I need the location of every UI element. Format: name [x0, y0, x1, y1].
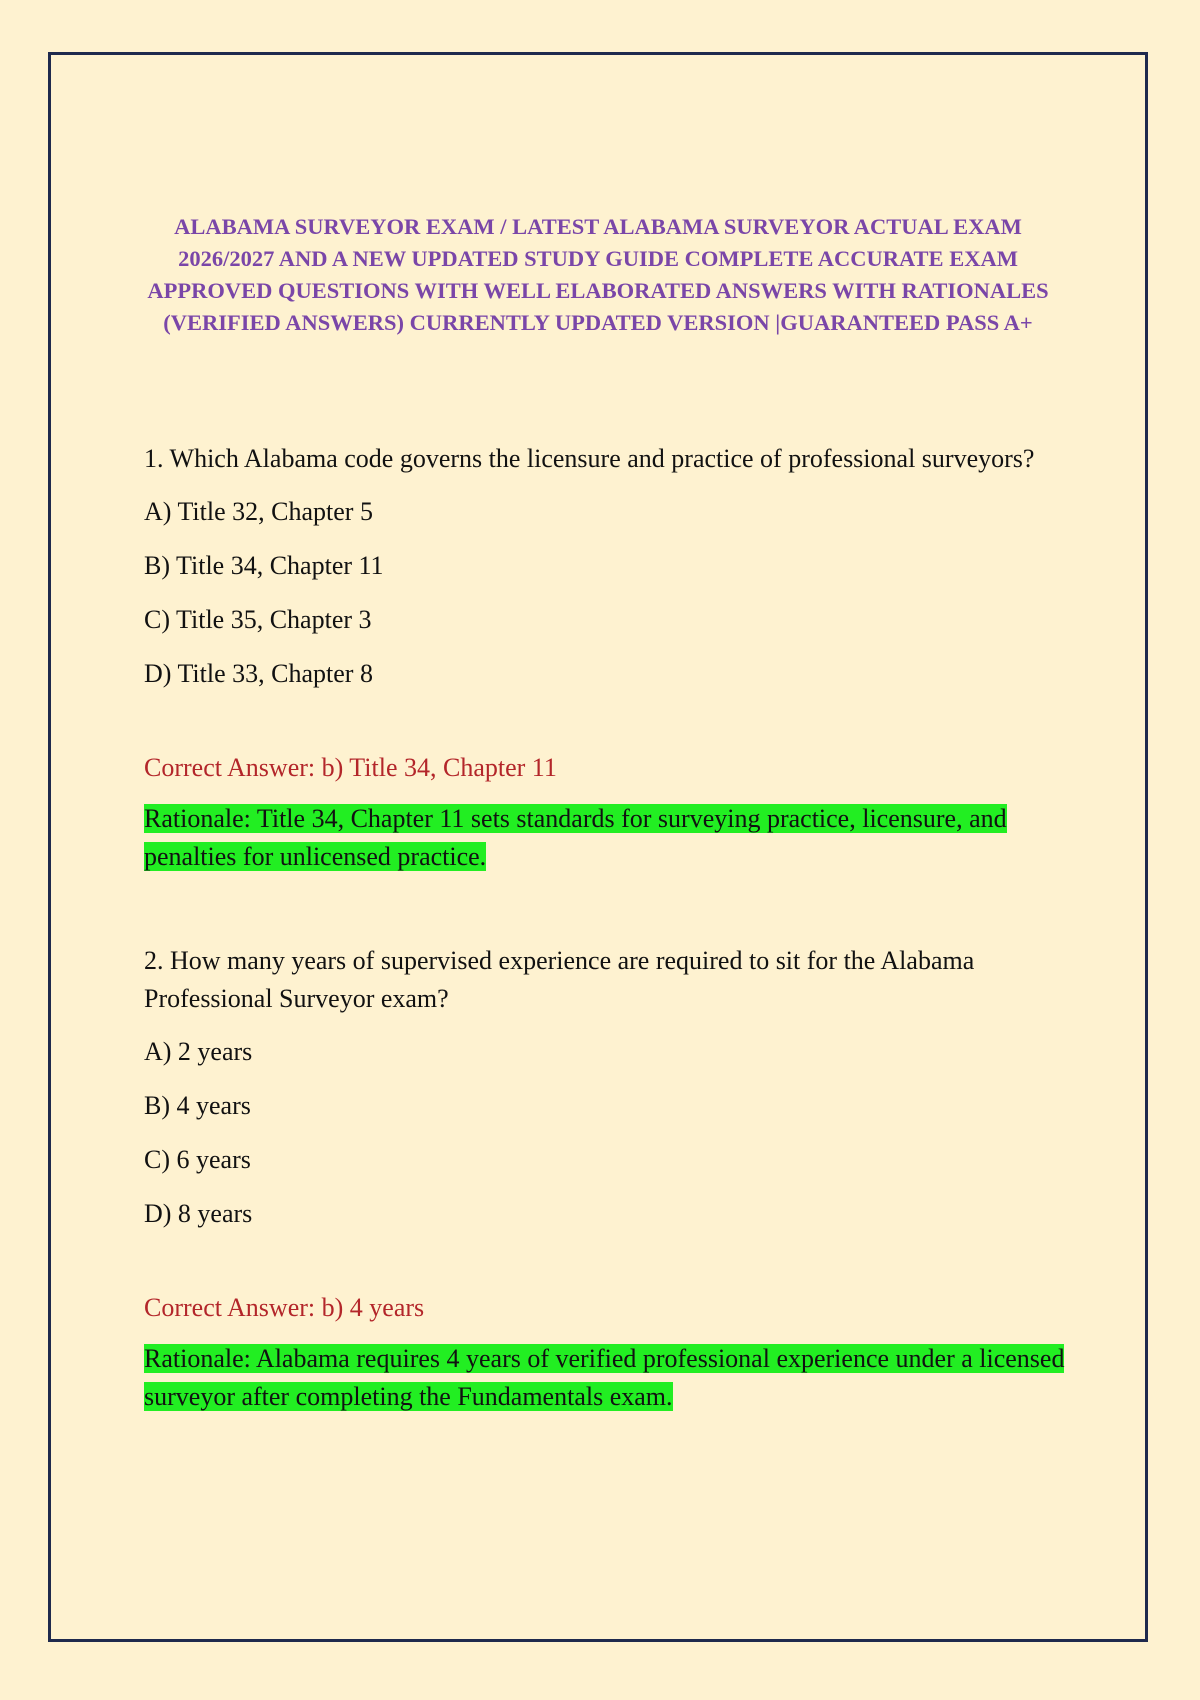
rationale-highlight: Rationale: Alabama requires 4 years of verified professional experience under a licensed surveyor after completing the Fundamentals exam. — [144, 1344, 1065, 1411]
question-block-2 — [144, 942, 1124, 1416]
document-page — [48, 52, 1148, 1642]
document-title: ALABAMA SURVEYOR EXAM / LATEST ALABAMA SURVEYOR ACTUAL EXAM 2026/2027 AND A NEW UPDATED STUDY GUIDE COMPLETE ACCURATE EXAM APPROVED QUESTIONS WITH WELL ELABORATED ANSWERS WITH RATIONALES (VERIFIED ANSWERS) CURRENTLY UPDATED VERSION |GUARANTEED PASS A+ — [147, 214, 1049, 335]
option-b: B) 4 years — [144, 1091, 251, 1120]
rationale — [144, 1340, 1104, 1416]
question-block-1 — [144, 440, 1124, 876]
question-text: 1. Which Alabama code governs the licensure and practice of professional surveyors? — [144, 444, 1035, 473]
option-a: A) 2 years — [144, 1037, 253, 1066]
option-b: B) Title 34, Chapter 11 — [144, 551, 384, 580]
correct-answer: Correct Answer: b) Title 34, Chapter 11 — [144, 753, 557, 782]
option-d: D) 8 years — [144, 1199, 253, 1228]
correct-answer: Correct Answer: b) 4 years — [144, 1293, 425, 1322]
option-c: C) 6 years — [144, 1145, 251, 1174]
option-c: C) Title 35, Chapter 3 — [144, 605, 372, 634]
option-a: A) Title 32, Chapter 5 — [144, 497, 373, 526]
question-list — [144, 440, 1124, 1416]
option-d: D) Title 33, Chapter 8 — [144, 659, 373, 688]
rationale — [144, 800, 1104, 876]
rationale-highlight: Rationale: Title 34, Chapter 11 sets standards for surveying practice, licensure, and penalties for unlicensed practice. — [144, 804, 1007, 871]
question-text: 2. How many years of supervised experience are required to sit for the Alabama Professional Surveyor exam? — [144, 946, 975, 1013]
